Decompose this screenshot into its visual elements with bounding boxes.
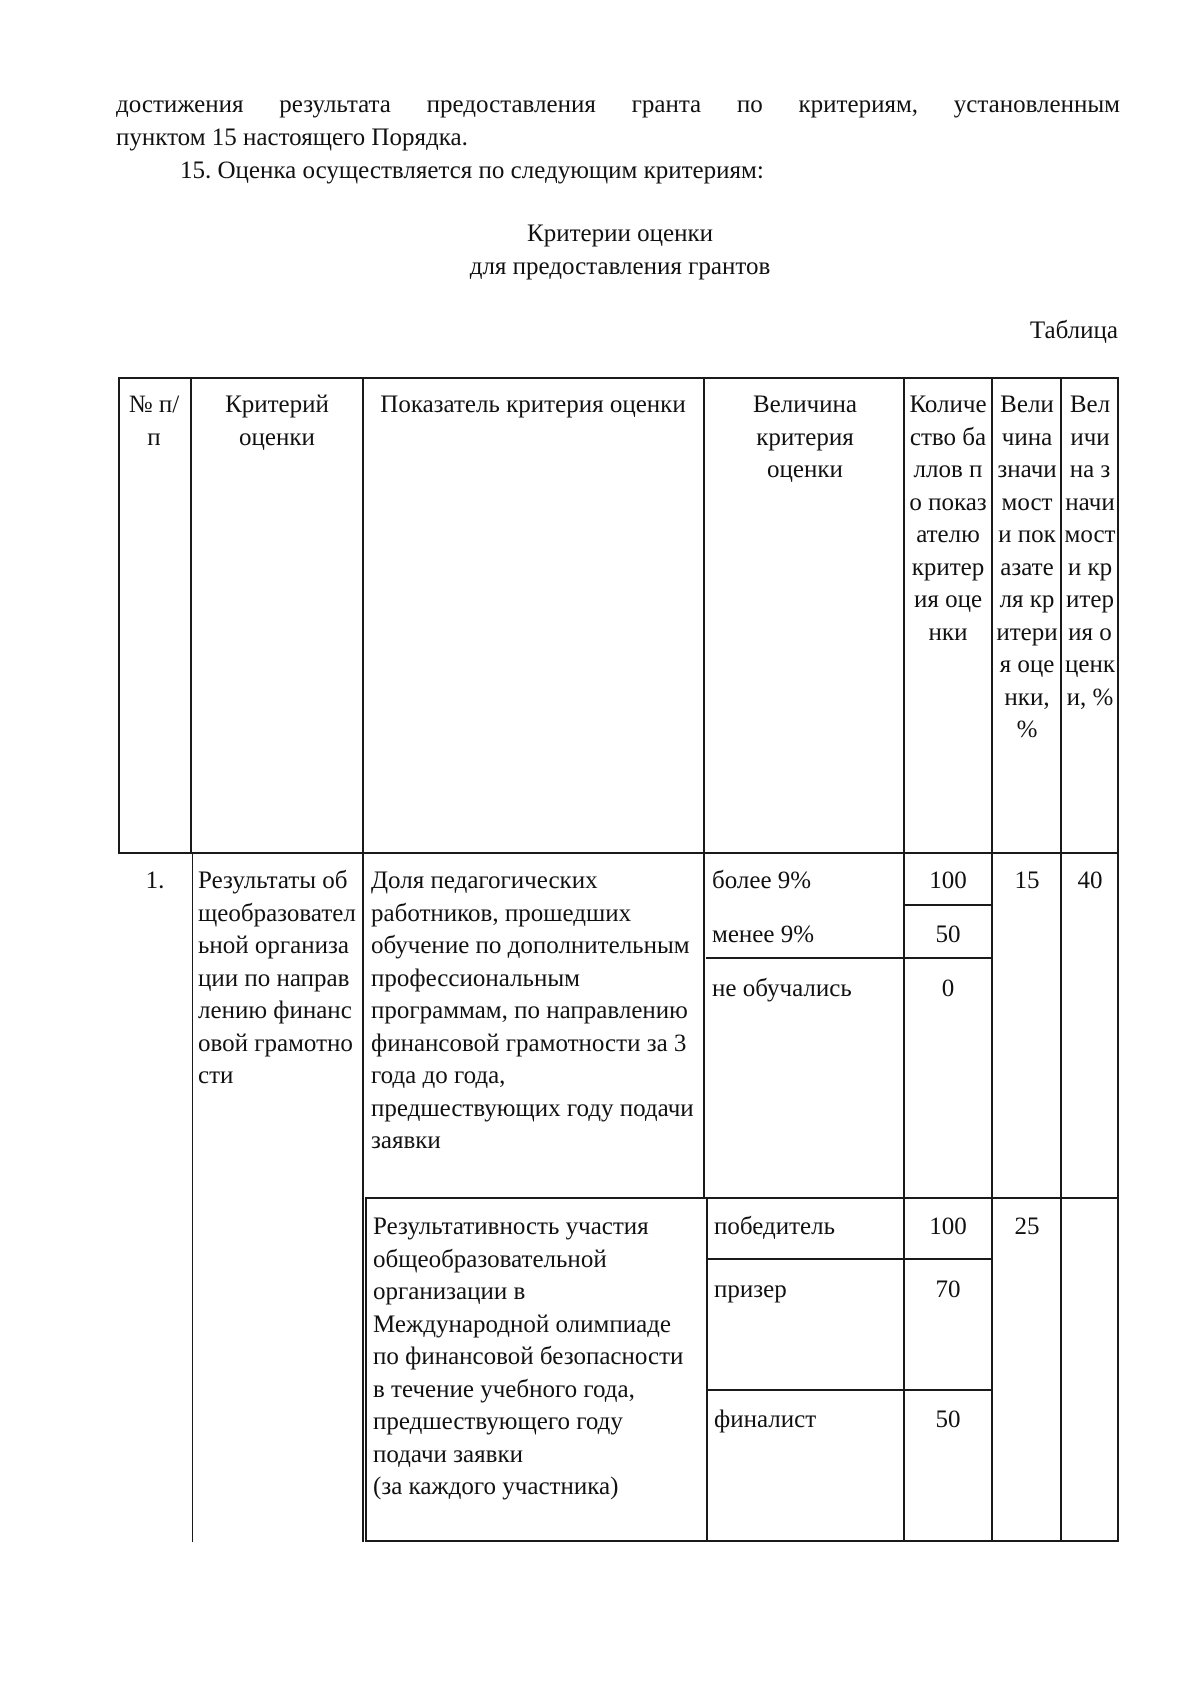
col-divider xyxy=(362,377,364,1542)
intro-line-1: достижения результата предоставления гранта по критериям, установленным xyxy=(116,91,1120,118)
table-left-border xyxy=(118,377,120,854)
col-divider xyxy=(991,377,993,1542)
indicator-text-main: Результативность участия общеобразовательной организации в Международной олимпиаде по финансовой безопасности в течение учебного года, предшествующего году подачи заявки xyxy=(373,1213,684,1468)
row-divider xyxy=(706,1258,993,1260)
value-points: 0 xyxy=(941,975,955,1002)
value-label: призер xyxy=(714,1276,787,1303)
row-divider xyxy=(905,904,993,906)
indicator-text-note: (за каждого участника) xyxy=(373,1473,619,1500)
value-label: менее 9% xyxy=(712,921,815,948)
intro-line-3: 15. Оценка осуществляется по следующим критериям: xyxy=(180,157,764,184)
value-label: не обучались xyxy=(712,975,852,1002)
row-divider xyxy=(365,1197,1119,1199)
value-points: 50 xyxy=(935,921,961,948)
row-divider xyxy=(706,957,993,959)
col-divider xyxy=(192,854,193,1542)
col-divider xyxy=(190,377,192,854)
row-num: 1. xyxy=(145,867,165,894)
header-value: Величина критерия оценки xyxy=(752,391,858,483)
intro-line-2: пунктом 15 настоящего Порядка. xyxy=(116,124,468,151)
indicator-weight: 25 xyxy=(1014,1213,1040,1240)
row-divider xyxy=(706,1389,993,1391)
header-points: Количество баллов по показателю критерия оценки xyxy=(909,391,987,646)
table-label: Таблица xyxy=(1029,317,1118,344)
table-right-border xyxy=(1117,377,1119,1542)
row-divider xyxy=(365,1540,1119,1542)
table-title: Критерии оценки xyxy=(527,220,713,247)
header-criterion-weight: Величина значимости критерия оценки, % xyxy=(1064,391,1116,711)
col-divider xyxy=(706,1197,708,1542)
col-divider xyxy=(703,377,705,1198)
criterion-weight: 40 xyxy=(1077,867,1103,894)
header-indicator: Показатель критерия оценки xyxy=(380,391,686,418)
indicator-weight: 15 xyxy=(1014,867,1040,894)
indicator-text xyxy=(373,1211,699,1504)
col-divider xyxy=(903,377,905,1542)
criterion-text: Результаты общеобразовательной организации по направлению финансовой грамотности xyxy=(198,867,356,1089)
header-criterion: Критерий оценки xyxy=(225,391,329,451)
col-divider xyxy=(1060,377,1062,1542)
value-points: 50 xyxy=(935,1406,961,1433)
value-label: более 9% xyxy=(712,867,812,894)
value-points: 100 xyxy=(929,1213,967,1240)
header-indicator-weight: Величина значимости показателя критерия оценки, % xyxy=(996,391,1058,743)
header-num: № п/п xyxy=(128,391,180,451)
value-points: 70 xyxy=(935,1276,961,1303)
table-top-border xyxy=(118,377,1119,379)
indicator-text: Доля педагогических работников, прошедших обучение по дополнительным профессиональным программам, по направлению финансовой грамотности за 3 года до года, предшествующих году подачи заявки xyxy=(371,867,694,1154)
header-bottom-border xyxy=(118,852,1119,854)
value-points: 100 xyxy=(929,867,967,894)
value-label: финалист xyxy=(714,1406,817,1433)
value-label: победитель xyxy=(714,1213,836,1240)
col-divider xyxy=(365,1197,367,1542)
table-subtitle: для предоставления грантов xyxy=(469,253,771,280)
